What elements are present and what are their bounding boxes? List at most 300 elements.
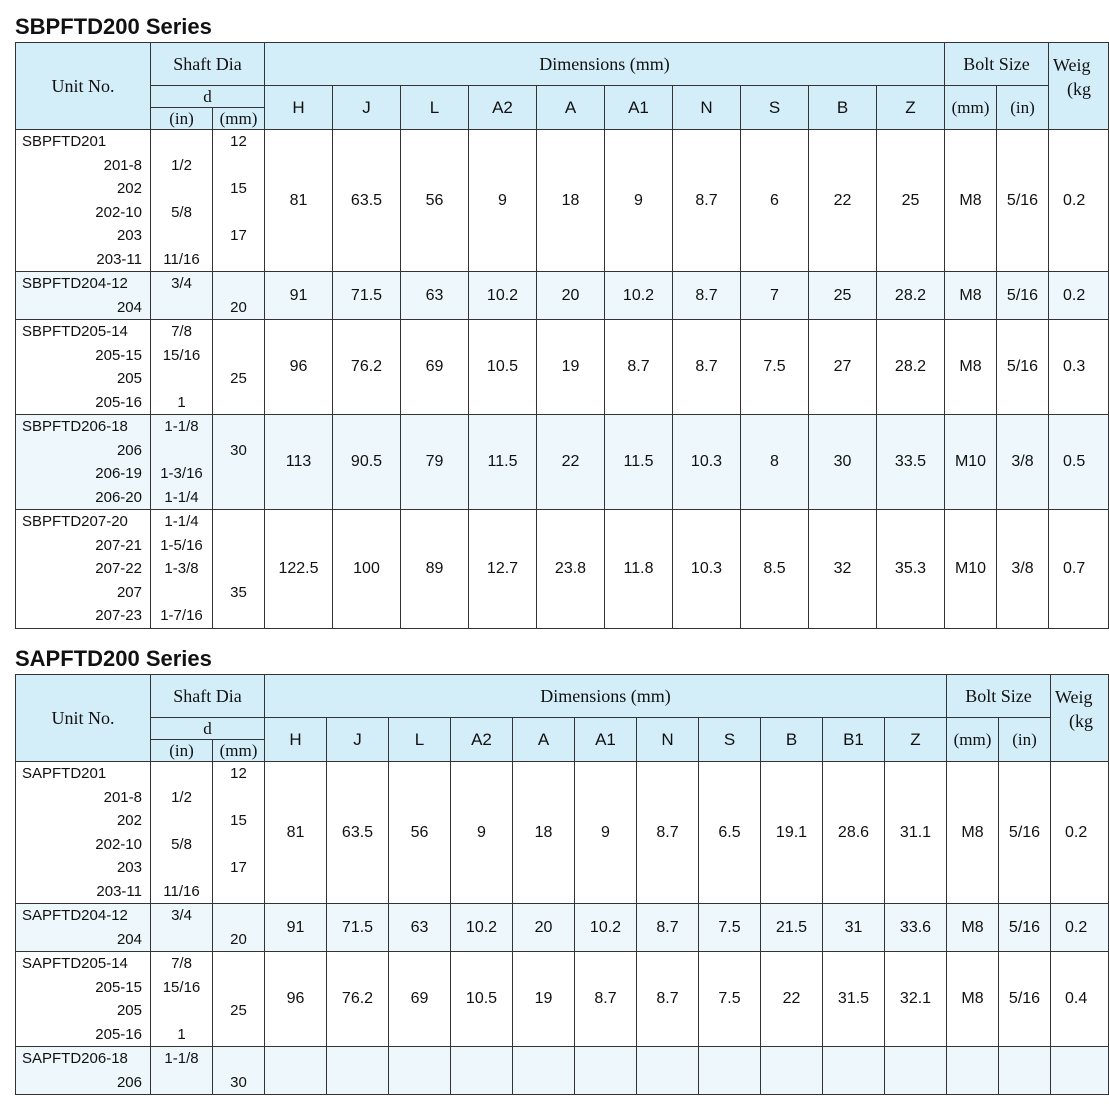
dim-header-n: N — [673, 86, 741, 130]
shaft-in-value: 15/16 — [162, 346, 201, 364]
dimension-value: 18 — [537, 130, 605, 272]
bolt-mm-header: (mm) — [945, 86, 997, 130]
dim-header-a: A — [537, 86, 605, 130]
shaft-in-header: (in) — [151, 108, 213, 130]
unit-no: 206 — [116, 441, 142, 459]
shaft-mm-value: 25 — [230, 370, 247, 387]
table-row — [16, 952, 1109, 1047]
shaft-mm-value: 30 — [230, 1073, 247, 1091]
unit-no-header: Unit No. — [16, 43, 151, 130]
weight-value: 0.2 — [1049, 272, 1109, 320]
dimension-value: 28.2 — [877, 320, 945, 415]
dimension-value: 8.7 — [673, 320, 741, 415]
shaft-in-value: 1 — [177, 1025, 186, 1043]
dimension-value: 20 — [513, 904, 575, 952]
dimension-value — [885, 1047, 947, 1095]
d-header: d — [151, 718, 265, 740]
unit-no: 203-11 — [96, 250, 142, 268]
dimension-value: 28.6 — [823, 762, 885, 904]
dimension-value: 31.1 — [885, 762, 947, 904]
unit-no: 207-23 — [95, 607, 142, 624]
weight-value: 0.7 — [1049, 510, 1109, 629]
sapftd200-title: SAPFTD200 Series — [15, 646, 212, 671]
dimension-value: 8.7 — [605, 320, 673, 415]
shaft-in-value: 1-1/4 — [164, 488, 199, 506]
bolt-in-value: 5/16 — [997, 320, 1049, 415]
unit-no: 202 — [116, 812, 142, 829]
unit-no: SBPFTD201 — [22, 133, 107, 150]
dimension-value: 96 — [265, 320, 333, 415]
unit-no: SAPFTD204-12 — [22, 907, 128, 924]
dimension-value: 31 — [823, 904, 885, 952]
shaft-mm-value: 20 — [230, 930, 247, 948]
unit-no: 204 — [116, 298, 142, 316]
bolt-in-header: (in) — [997, 86, 1049, 130]
shaft-mm-value — [213, 880, 264, 904]
unit-no-cell — [16, 320, 151, 415]
shaft-in-value: 11/16 — [163, 882, 200, 900]
dimension-value — [327, 1047, 389, 1095]
unit-no-cell — [16, 272, 151, 320]
shaft-mm-value — [213, 344, 264, 368]
unit-no: 205-16 — [95, 393, 142, 411]
dimensions-header: Dimensions (mm) — [265, 43, 945, 86]
shaft-mm-value: 25 — [230, 1002, 247, 1019]
dimension-value: 8.7 — [673, 130, 741, 272]
unit-no: 206 — [116, 1073, 142, 1091]
unit-no: 202-10 — [95, 835, 142, 853]
dimension-value: 76.2 — [327, 952, 389, 1047]
dimension-value: 31.5 — [823, 952, 885, 1047]
shaft-mm-value — [213, 1023, 264, 1047]
bolt-in-value: 5/16 — [997, 130, 1049, 272]
dimension-value: 7 — [741, 272, 809, 320]
unit-no-cell — [16, 762, 151, 904]
table-row — [16, 272, 1109, 320]
weight-value: 0.3 — [1049, 320, 1109, 415]
dim-header-j: J — [327, 718, 389, 762]
table-row — [16, 510, 1109, 629]
bolt-mm-value: M8 — [947, 904, 999, 952]
shaft-mm-value — [213, 486, 264, 510]
unit-no: 205-15 — [95, 346, 142, 364]
dimension-value: 71.5 — [333, 272, 401, 320]
bolt-in-value: 5/16 — [999, 904, 1051, 952]
unit-no: 207-21 — [95, 536, 142, 554]
shaft-mm-cell — [213, 952, 265, 1047]
shaft-in-value — [151, 1071, 212, 1095]
dimension-value: 22 — [809, 130, 877, 272]
unit-no: 207 — [116, 583, 142, 601]
dimension-value: 8 — [741, 415, 809, 510]
shaft-in-value — [151, 367, 212, 391]
shaft-in-value — [151, 999, 212, 1023]
shaft-mm-value — [213, 248, 264, 272]
dim-header-a2: A2 — [469, 86, 537, 130]
dim-header-z: Z — [877, 86, 945, 130]
dimension-value — [265, 1047, 327, 1095]
dimension-value: 32.1 — [885, 952, 947, 1047]
shaft-in-value — [151, 581, 212, 605]
dimension-value: 10.5 — [469, 320, 537, 415]
unit-no-cell — [16, 510, 151, 629]
unit-no: 204 — [116, 930, 142, 948]
shaft-mm-value — [213, 272, 264, 296]
dim-header-b: B — [809, 86, 877, 130]
dim-header-a1: A1 — [605, 86, 673, 130]
dimension-value: 20 — [537, 272, 605, 320]
dimension-value: 79 — [401, 415, 469, 510]
shaft-mm-value: 30 — [230, 441, 247, 459]
dimension-value: 10.2 — [575, 904, 637, 952]
shaft-in-value — [151, 130, 212, 154]
dimension-value: 91 — [265, 272, 333, 320]
shaft-in-value: 1-3/16 — [160, 465, 203, 482]
shaft-in-value: 1-7/16 — [160, 607, 203, 624]
sbpftd200-table — [15, 42, 1109, 629]
shaft-mm-value: 35 — [230, 583, 247, 601]
dimension-value: 81 — [265, 762, 327, 904]
dimension-value: 25 — [877, 130, 945, 272]
dim-header-j: J — [333, 86, 401, 130]
dimension-value: 25 — [809, 272, 877, 320]
weight-value — [1051, 1047, 1109, 1095]
table-row — [16, 415, 1109, 510]
shaft-in-value: 15/16 — [162, 978, 201, 996]
dimension-value: 63.5 — [333, 130, 401, 272]
unit-no: SBPFTD205-14 — [22, 323, 128, 340]
unit-no: 205 — [116, 1002, 142, 1019]
shaft-mm-value — [213, 557, 264, 581]
unit-no-cell — [16, 130, 151, 272]
dimension-value: 8.7 — [575, 952, 637, 1047]
dimension-value: 35.3 — [877, 510, 945, 629]
shaft-in-header: (in) — [151, 740, 213, 762]
dimension-value: 63 — [401, 272, 469, 320]
shaft-in-value: 1 — [177, 393, 186, 411]
dimension-value: 81 — [265, 130, 333, 272]
shaft-mm-value: 12 — [230, 765, 247, 782]
shaft-in-value: 11/16 — [163, 250, 200, 268]
dimension-value: 9 — [575, 762, 637, 904]
dimension-value: 7.5 — [699, 904, 761, 952]
bolt-mm-value: M8 — [947, 762, 999, 904]
shaft-mm-value — [213, 154, 264, 178]
shaft-in-value: 1/2 — [171, 156, 192, 174]
dimension-value: 11.8 — [605, 510, 673, 629]
dimension-value: 19.1 — [761, 762, 823, 904]
shaft-in-value — [151, 177, 212, 201]
weight-header: Weig (kg — [1049, 43, 1109, 130]
bolt-in-value: 5/16 — [999, 952, 1051, 1047]
unit-no: SBPFTD207-20 — [22, 513, 128, 530]
unit-no: 202 — [116, 180, 142, 197]
shaft-mm-value: 17 — [230, 227, 247, 244]
dimension-value: 8.7 — [673, 272, 741, 320]
shaft-in-value: 3/4 — [171, 275, 192, 292]
dimension-value — [389, 1047, 451, 1095]
unit-no: SBPFTD206-18 — [22, 418, 128, 435]
shaft-in-value: 1-5/16 — [160, 536, 203, 554]
dim-header-a2: A2 — [451, 718, 513, 762]
dimension-value: 90.5 — [333, 415, 401, 510]
shaft-dia-header: Shaft Dia — [151, 43, 265, 86]
dimensions-header: Dimensions (mm) — [265, 675, 947, 718]
shaft-in-cell — [151, 1047, 213, 1095]
bolt-mm-value: M8 — [945, 320, 997, 415]
bolt-in-value: 5/16 — [999, 762, 1051, 904]
shaft-in-value — [151, 439, 212, 463]
dimension-value — [575, 1047, 637, 1095]
dimension-value: 63 — [389, 904, 451, 952]
dimension-value: 33.6 — [885, 904, 947, 952]
table-row — [16, 130, 1109, 272]
dimension-value — [761, 1047, 823, 1095]
dimension-value: 100 — [333, 510, 401, 629]
bolt-in-header: (in) — [999, 718, 1051, 762]
dimension-value: 28.2 — [877, 272, 945, 320]
unit-no-cell — [16, 904, 151, 952]
shaft-in-cell — [151, 320, 213, 415]
dimension-value: 6 — [741, 130, 809, 272]
dimension-value: 113 — [265, 415, 333, 510]
dimension-value: 27 — [809, 320, 877, 415]
dimension-value: 122.5 — [265, 510, 333, 629]
dimension-value: 8.5 — [741, 510, 809, 629]
dim-header-l: L — [401, 86, 469, 130]
shaft-mm-value — [213, 976, 264, 1000]
shaft-mm-cell — [213, 904, 265, 952]
dim-header-n: N — [637, 718, 699, 762]
weight-value: 0.2 — [1049, 130, 1109, 272]
bolt-in-value: 3/8 — [997, 510, 1049, 629]
shaft-mm-value — [213, 201, 264, 225]
shaft-mm-value — [213, 415, 264, 439]
unit-no: SBPFTD204-12 — [22, 275, 128, 292]
shaft-mm-cell — [213, 762, 265, 904]
shaft-mm-value — [213, 320, 264, 344]
dimension-value: 10.2 — [605, 272, 673, 320]
dimension-value: 10.5 — [451, 952, 513, 1047]
shaft-dia-header: Shaft Dia — [151, 675, 265, 718]
shaft-mm-value: 20 — [230, 298, 247, 316]
unit-no: 202-10 — [95, 203, 142, 221]
shaft-in-cell — [151, 952, 213, 1047]
weight-value: 0.2 — [1051, 762, 1109, 904]
unit-no: 203-11 — [96, 882, 142, 900]
table-row — [16, 320, 1109, 415]
shaft-mm-value — [213, 510, 264, 534]
unit-no-cell — [16, 1047, 151, 1095]
dimension-value: 19 — [537, 320, 605, 415]
shaft-mm-value — [213, 534, 264, 558]
dimension-value: 56 — [401, 130, 469, 272]
dimension-value: 23.8 — [537, 510, 605, 629]
dimension-value: 11.5 — [605, 415, 673, 510]
shaft-in-cell — [151, 510, 213, 629]
shaft-mm-value — [213, 462, 264, 486]
bolt-mm-value — [947, 1047, 999, 1095]
dimension-value — [513, 1047, 575, 1095]
dimension-value: 19 — [513, 952, 575, 1047]
shaft-in-cell — [151, 415, 213, 510]
dim-header-h: H — [265, 86, 333, 130]
weight-header: Weig (kg — [1051, 675, 1109, 762]
dim-header-b: B — [761, 718, 823, 762]
bolt-mm-value: M8 — [947, 952, 999, 1047]
shaft-in-value: 1-1/4 — [164, 513, 199, 530]
dimension-value: 76.2 — [333, 320, 401, 415]
shaft-in-value — [151, 809, 212, 833]
dimension-value: 9 — [451, 762, 513, 904]
dimension-value: 8.7 — [637, 762, 699, 904]
dimension-value: 10.2 — [469, 272, 537, 320]
dimension-value: 7.5 — [699, 952, 761, 1047]
shaft-in-value: 1-1/8 — [164, 418, 199, 435]
dimension-value: 69 — [401, 320, 469, 415]
dimension-value: 10.3 — [673, 510, 741, 629]
unit-no: SAPFTD205-14 — [22, 955, 128, 972]
dimension-value: 7.5 — [741, 320, 809, 415]
unit-no-cell — [16, 415, 151, 510]
unit-no: 205 — [116, 370, 142, 387]
dimension-value: 8.7 — [637, 904, 699, 952]
d-header: d — [151, 86, 265, 108]
shaft-in-cell — [151, 762, 213, 904]
unit-no: 205-15 — [95, 978, 142, 996]
bolt-mm-header: (mm) — [947, 718, 999, 762]
shaft-mm-value — [213, 786, 264, 810]
unit-no: 203 — [116, 859, 142, 876]
shaft-mm-value — [213, 904, 264, 928]
unit-no-cell — [16, 952, 151, 1047]
dim-header-h: H — [265, 718, 327, 762]
table-row — [16, 904, 1109, 952]
shaft-in-cell — [151, 904, 213, 952]
table-row — [16, 1047, 1109, 1095]
shaft-mm-cell — [213, 510, 265, 629]
bolt-mm-value: M10 — [945, 415, 997, 510]
shaft-in-value — [151, 296, 212, 320]
shaft-in-value — [151, 928, 212, 952]
shaft-in-value: 1-3/8 — [164, 560, 199, 577]
dimension-value: 22 — [761, 952, 823, 1047]
dimension-value: 69 — [389, 952, 451, 1047]
shaft-in-cell — [151, 272, 213, 320]
dimension-value: 96 — [265, 952, 327, 1047]
dimension-value: 12.7 — [469, 510, 537, 629]
sbpftd200-title: SBPFTD200 Series — [15, 14, 212, 39]
shaft-mm-cell — [213, 415, 265, 510]
dim-header-b1: B1 — [823, 718, 885, 762]
bolt-mm-value: M8 — [945, 130, 997, 272]
weight-value: 0.5 — [1049, 415, 1109, 510]
dimension-value — [823, 1047, 885, 1095]
bolt-mm-value: M8 — [945, 272, 997, 320]
unit-no: SAPFTD206-18 — [22, 1050, 128, 1067]
sapftd200-section — [15, 646, 1109, 1095]
dimension-value: 21.5 — [761, 904, 823, 952]
unit-no: 205-16 — [95, 1025, 142, 1043]
shaft-mm-value — [213, 952, 264, 976]
unit-no: 206-20 — [95, 488, 142, 506]
dimension-value: 6.5 — [699, 762, 761, 904]
dimension-value: 9 — [469, 130, 537, 272]
shaft-mm-value: 12 — [230, 133, 247, 150]
unit-no: 203 — [116, 227, 142, 244]
bolt-size-header: Bolt Size — [945, 43, 1049, 86]
bolt-size-header: Bolt Size — [947, 675, 1051, 718]
dimension-value — [699, 1047, 761, 1095]
weight-value: 0.2 — [1051, 904, 1109, 952]
shaft-mm-header: (mm) — [213, 740, 265, 762]
shaft-in-value — [151, 762, 212, 786]
shaft-in-value — [151, 856, 212, 880]
shaft-in-value: 7/8 — [171, 323, 192, 340]
shaft-in-value: 3/4 — [171, 907, 192, 924]
shaft-mm-value — [213, 1047, 264, 1071]
dimension-value: 91 — [265, 904, 327, 952]
shaft-mm-value: 15 — [230, 180, 247, 197]
dimension-value: 8.7 — [637, 952, 699, 1047]
unit-no-header: Unit No. — [16, 675, 151, 762]
shaft-mm-value — [213, 833, 264, 857]
shaft-mm-value — [213, 604, 264, 628]
shaft-in-value: 5/8 — [171, 203, 192, 221]
shaft-in-value — [151, 224, 212, 248]
shaft-mm-cell — [213, 320, 265, 415]
dim-header-z: Z — [885, 718, 947, 762]
dimension-value: 63.5 — [327, 762, 389, 904]
dimension-value: 10.2 — [451, 904, 513, 952]
dim-header-s: S — [699, 718, 761, 762]
dim-header-a1: A1 — [575, 718, 637, 762]
bolt-in-value: 5/16 — [997, 272, 1049, 320]
shaft-in-value: 1/2 — [171, 788, 192, 806]
dimension-value: 18 — [513, 762, 575, 904]
dim-header-s: S — [741, 86, 809, 130]
dimension-value — [637, 1047, 699, 1095]
shaft-mm-cell — [213, 1047, 265, 1095]
shaft-in-value: 5/8 — [171, 835, 192, 853]
shaft-mm-cell — [213, 130, 265, 272]
shaft-mm-value: 15 — [230, 812, 247, 829]
dimension-value: 71.5 — [327, 904, 389, 952]
shaft-mm-value: 17 — [230, 859, 247, 876]
bolt-mm-value: M10 — [945, 510, 997, 629]
bolt-in-value — [999, 1047, 1051, 1095]
dimension-value — [451, 1047, 513, 1095]
shaft-mm-cell — [213, 272, 265, 320]
dimension-value: 89 — [401, 510, 469, 629]
dimension-value: 9 — [605, 130, 673, 272]
dim-header-a: A — [513, 718, 575, 762]
dimension-value: 22 — [537, 415, 605, 510]
weight-value: 0.4 — [1051, 952, 1109, 1047]
unit-no: 201-8 — [103, 788, 142, 806]
shaft-in-value: 1-1/8 — [164, 1050, 199, 1067]
dimension-value: 32 — [809, 510, 877, 629]
shaft-in-value: 7/8 — [171, 955, 192, 972]
bolt-in-value: 3/8 — [997, 415, 1049, 510]
table-row — [16, 762, 1109, 904]
unit-no: SAPFTD201 — [22, 765, 107, 782]
unit-no: 206-19 — [95, 465, 142, 482]
shaft-in-cell — [151, 130, 213, 272]
dimension-value: 11.5 — [469, 415, 537, 510]
shaft-mm-header: (mm) — [213, 108, 265, 130]
dimension-value: 10.3 — [673, 415, 741, 510]
